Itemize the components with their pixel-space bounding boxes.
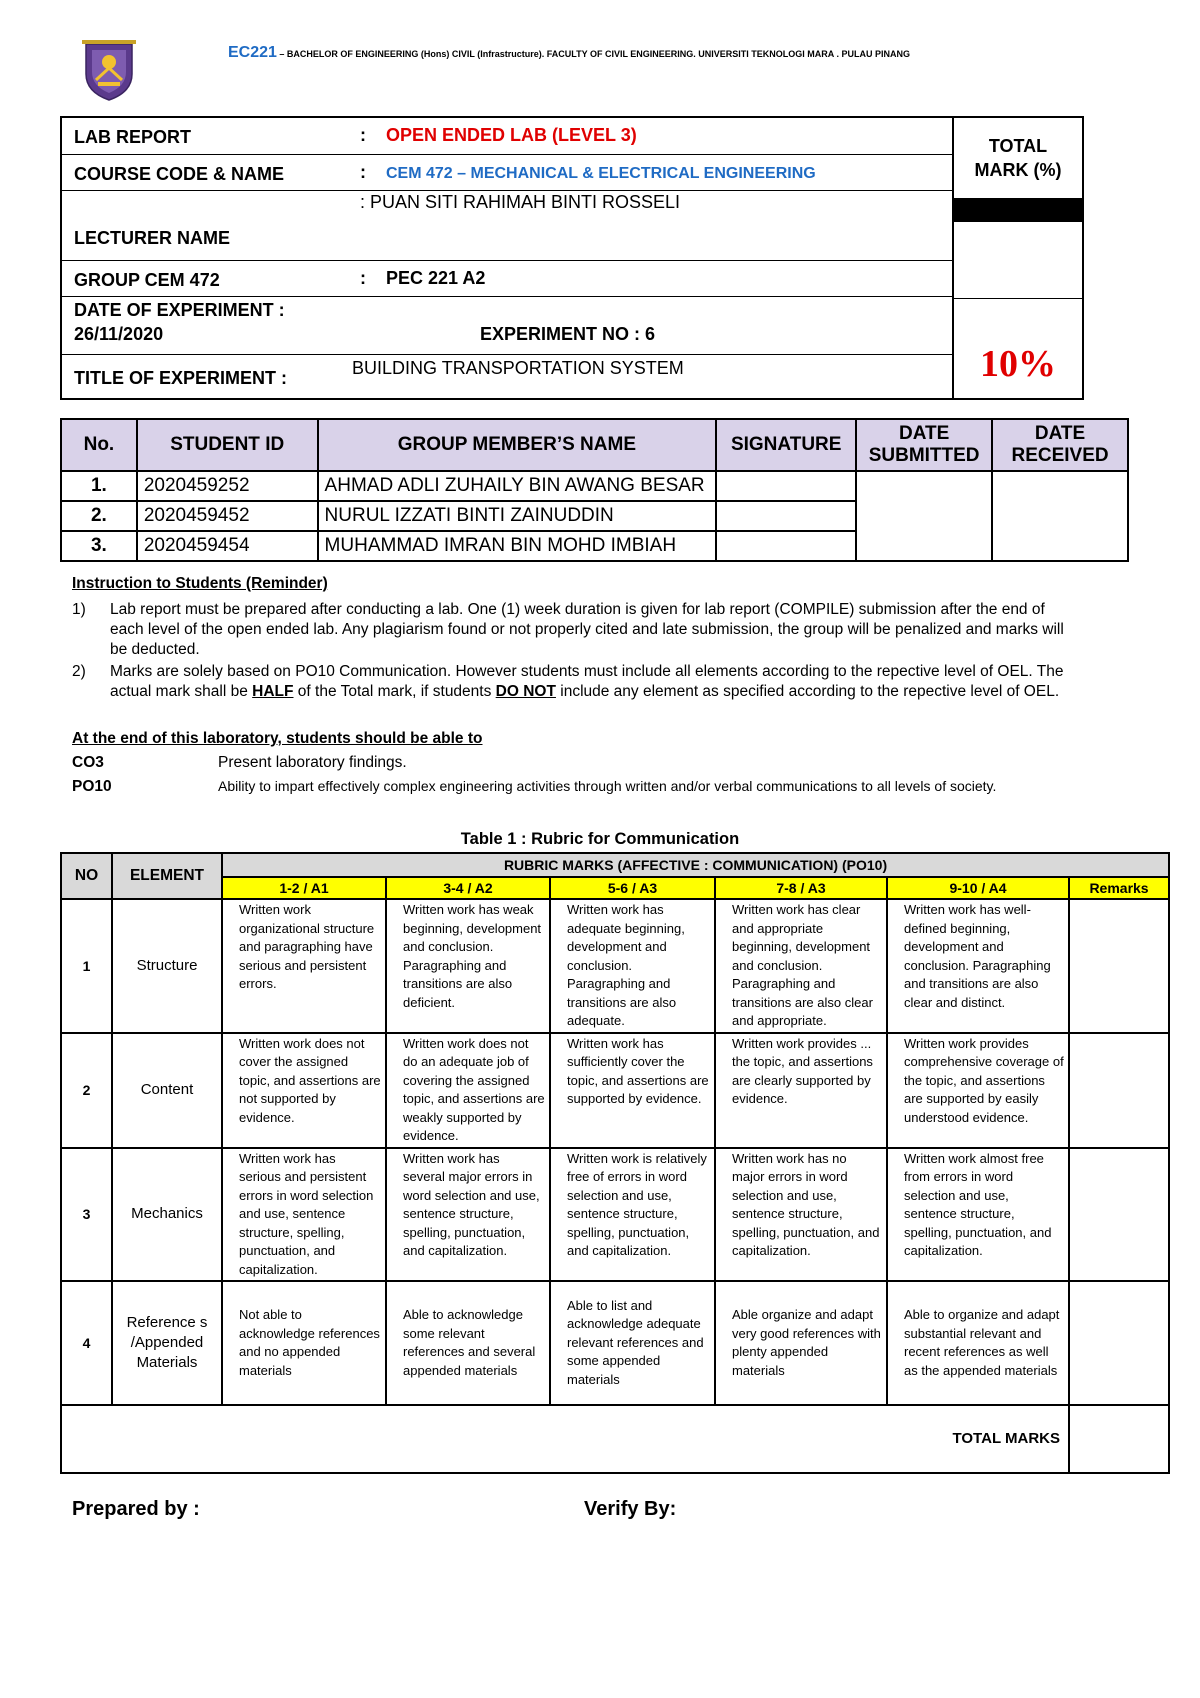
rubric-cell: Written work provides comprehensive coverage of the topic, and assertions are supported by easily understood evidence.	[887, 1033, 1069, 1148]
rubric-row	[61, 1148, 1169, 1282]
col-member-name: GROUP MEMBER’S NAME	[318, 419, 717, 471]
member-name: AHMAD ADLI ZUHAILY BIN AWANG BESAR	[318, 471, 717, 501]
item-text: Marks are solely based on PO10 Communication. However students must include all elements according to the repective level of OEL. The actual mark shall be	[110, 663, 1064, 700]
level-header: 9-10 / A4	[887, 877, 1069, 899]
rubric-cell: Written work has clear and appropriate beginning, development and conclusion. Paragraphing and transitions are also clear and appropriate.	[715, 899, 887, 1033]
rubric-no-header: NO	[61, 853, 112, 899]
signature-cell[interactable]	[716, 471, 856, 501]
lecturer-value: : PUAN SITI RAHIMAH BINTI ROSSELI	[360, 192, 681, 212]
lab-info-box	[60, 116, 1084, 400]
date-submitted-cell[interactable]	[856, 471, 992, 561]
rubric-row-no: 2	[61, 1033, 112, 1148]
item-text: Lab report must be prepared after conducting a lab. One (1) week duration is given for lab report (COMPILE) submission after the end of each level of the open ended lab. Any plagiarism found or not properly cited and late submission, the group will be penalized and marks will be deducted.	[110, 601, 1064, 658]
date-label: DATE OF EXPERIMENT :	[74, 300, 285, 320]
verify-by-label: Verify By:	[584, 1498, 677, 1520]
rubric-cell: Written work almost free from errors in word selection and use, sentence structure, spelling, punctuation, and capitalization.	[887, 1148, 1069, 1282]
level-header: 7-8 / A3	[715, 877, 887, 899]
item-number: 1)	[72, 601, 86, 618]
rubric-cell: Written work has weak beginning, development and conclusion. Paragraphing and transitions are also deficient.	[386, 899, 550, 1033]
total-mark-label	[954, 134, 1082, 182]
total-mark-box	[952, 116, 1084, 400]
outcome-desc: Ability to impart effectively complex engineering activities through written and/or verbal communications to all levels of society.	[218, 778, 997, 794]
lab-info-fields	[60, 116, 952, 400]
title-row	[62, 354, 952, 398]
course-row	[62, 154, 952, 191]
lecturer-row	[62, 190, 952, 261]
outcome-code: CO3	[72, 754, 104, 771]
rubric-element: Content	[112, 1033, 222, 1148]
rubric-cell: Written work has sufficiently cover the topic, and assertions are supported by evidence.	[550, 1033, 715, 1148]
remarks-header: Remarks	[1069, 877, 1169, 899]
title-value: BUILDING TRANSPORTATION SYSTEM	[352, 358, 684, 378]
row-no: 2.	[61, 501, 137, 531]
course-label: COURSE CODE & NAME	[74, 164, 285, 184]
date-value: 26/11/2020	[74, 324, 164, 344]
emphasis-half: HALF	[252, 683, 294, 700]
rubric-cell: Able organize and adapt very good references with plenty appended materials	[715, 1281, 887, 1405]
remarks-cell[interactable]	[1069, 1148, 1169, 1282]
item-text: of the Total mark, if students	[293, 683, 496, 700]
rubric-cell: Written work has no major errors in word selection and use, sentence structure, spelling, punctuation, and capitalization.	[715, 1148, 887, 1282]
level-header: 5-6 / A3	[550, 877, 715, 899]
rubric-total-row	[61, 1405, 1169, 1473]
rubric-cell: Written work has several major errors in word selection and use, sentence structure, spelling, punctuation, and capitalization.	[386, 1148, 550, 1282]
signature-cell[interactable]	[716, 531, 856, 561]
date-received-cell[interactable]	[992, 471, 1128, 561]
rubric-row	[61, 1281, 1169, 1405]
outcome-desc: Present laboratory findings.	[218, 754, 407, 771]
rubric-element: Mechanics	[112, 1148, 222, 1282]
item-number: 2)	[72, 663, 86, 680]
colon: :	[360, 268, 366, 288]
rubric-caption: Table 1 : Rubric for Communication	[460, 830, 740, 848]
rubric-cell: Not able to acknowledge references and no appended materials	[222, 1281, 386, 1405]
date-row	[62, 296, 952, 355]
title-label: TITLE OF EXPERIMENT :	[74, 368, 288, 388]
total-marks-cell[interactable]	[1069, 1405, 1169, 1473]
program-description: – BACHELOR OF ENGINEERING (Hons) CIVIL (Infrastructure). FACULTY OF CIVIL ENGINEERING. UNIVERSITI TEKNOLOGI MARA . PULAU PINANG	[276, 49, 910, 59]
instruction-item	[72, 662, 1072, 702]
rubric-row	[61, 899, 1169, 1033]
rubric-levels-row	[61, 877, 1169, 899]
lecturer-label: LECTURER NAME	[74, 228, 230, 248]
total-label-line1: TOTAL	[988, 136, 1048, 156]
level-header: 1-2 / A1	[222, 877, 386, 899]
rubric-cell: Written work does not cover the assigned topic, and assertions are not supported by evidence.	[222, 1033, 386, 1148]
student-id: 2020459452	[137, 501, 318, 531]
rubric-cell: Written work organizational structure and paragraphing have serious and persistent errors.	[222, 899, 386, 1033]
col-date-received: DATE RECEIVED	[992, 419, 1128, 471]
rubric-cell: Written work has adequate beginning, development and conclusion. Paragraphing and transitions are also adequate.	[550, 899, 715, 1033]
instructions-title: Instruction to Students (Reminder)	[72, 575, 328, 592]
prepared-by-label: Prepared by :	[72, 1498, 200, 1520]
remarks-cell[interactable]	[1069, 1281, 1169, 1405]
rubric-cell: Able to acknowledge some relevant references and several appended materials	[386, 1281, 550, 1405]
total-label-line2: MARK (%)	[974, 160, 1062, 180]
member-name: MUHAMMAD IMRAN BIN MOHD IMBIAH	[318, 531, 717, 561]
mark-bar	[954, 198, 1082, 222]
weight-percentage: 10%	[980, 343, 1056, 385]
group-row	[62, 260, 952, 297]
outcome-item	[72, 754, 1072, 778]
row-no: 1.	[61, 471, 137, 501]
rubric-table	[60, 852, 1170, 1474]
university-crest-icon	[80, 40, 138, 102]
item-text: include any element as specified according to the repective level of OEL.	[555, 683, 1060, 700]
rubric-element: Structure	[112, 899, 222, 1033]
rubric-row-no: 1	[61, 899, 112, 1033]
remarks-cell[interactable]	[1069, 1033, 1169, 1148]
level-header: 3-4 / A2	[386, 877, 550, 899]
col-date-submitted: DATE SUBMITTED	[856, 419, 992, 471]
learning-outcomes	[72, 730, 1072, 802]
course-value: CEM 472 – MECHANICAL & ELECTRICAL ENGINEERING	[386, 165, 816, 182]
rubric-row-no: 3	[61, 1148, 112, 1282]
col-no: No.	[61, 419, 137, 471]
instructions	[72, 574, 1072, 702]
rubric-row	[61, 1033, 1169, 1148]
rubric-element: Reference s /Appended Materials	[112, 1281, 222, 1405]
member-name: NURUL IZZATI BINTI ZAINUDDIN	[318, 501, 717, 531]
outcome-code: PO10	[72, 778, 112, 795]
divider	[954, 298, 1082, 299]
outcome-item	[72, 778, 1072, 802]
row-no: 3.	[61, 531, 137, 561]
signature-cell[interactable]	[716, 501, 856, 531]
document-header	[228, 44, 1158, 62]
rubric-cell: Written work is relatively free of errors in word selection and use, sentence structure, spelling, punctuation, and capitalization.	[550, 1148, 715, 1282]
student-id: 2020459252	[137, 471, 318, 501]
col-signature: SIGNATURE	[716, 419, 856, 471]
lab-report-row	[62, 118, 952, 155]
colon: :	[360, 162, 366, 182]
student-table-header	[61, 419, 1128, 471]
rubric-cell: Written work does not do an adequate job of covering the assigned topic, and assertions are weakly supported by evidence.	[386, 1033, 550, 1148]
rubric-cell: Able to organize and adapt substantial relevant and recent references as well as the appended materials	[887, 1281, 1069, 1405]
outcomes-title: At the end of this laboratory, students should be able to	[72, 730, 483, 747]
emphasis-do-not: DO NOT	[495, 683, 556, 700]
remarks-cell[interactable]	[1069, 899, 1169, 1033]
rubric-cell: Written work has serious and persistent errors in word selection and use, sentence structure, spelling, punctuation, and capitalization.	[222, 1148, 386, 1282]
rubric-cell: Written work has well-defined beginning, development and conclusion. Paragraphing and transitions are also clear and distinct.	[887, 899, 1069, 1033]
rubric-cell: Able to list and acknowledge adequate relevant references and some appended materials	[550, 1281, 715, 1405]
student-id: 2020459454	[137, 531, 318, 561]
group-value: PEC 221 A2	[386, 268, 486, 288]
experiment-no: EXPERIMENT NO : 6	[480, 324, 656, 344]
group-label: GROUP CEM 472	[74, 270, 220, 290]
student-table	[60, 418, 1129, 562]
rubric-marks-header: RUBRIC MARKS (AFFECTIVE : COMMUNICATION) (PO10)	[222, 853, 1169, 877]
rubric-header-row	[61, 853, 1169, 877]
total-marks-label: TOTAL MARKS	[61, 1405, 1069, 1473]
lab-report-value: OPEN ENDED LAB (LEVEL 3)	[386, 125, 637, 145]
rubric-cell: Written work provides ... the topic, and assertions are clearly supported by evidence.	[715, 1033, 887, 1148]
col-student-id: STUDENT ID	[137, 419, 318, 471]
rubric-row-no: 4	[61, 1281, 112, 1405]
program-code: EC221	[228, 44, 277, 61]
instruction-item	[72, 600, 1072, 660]
rubric-element-header: ELEMENT	[112, 853, 222, 899]
colon: :	[360, 125, 366, 145]
lab-report-label: LAB REPORT	[74, 127, 191, 147]
table-row	[61, 471, 1128, 501]
